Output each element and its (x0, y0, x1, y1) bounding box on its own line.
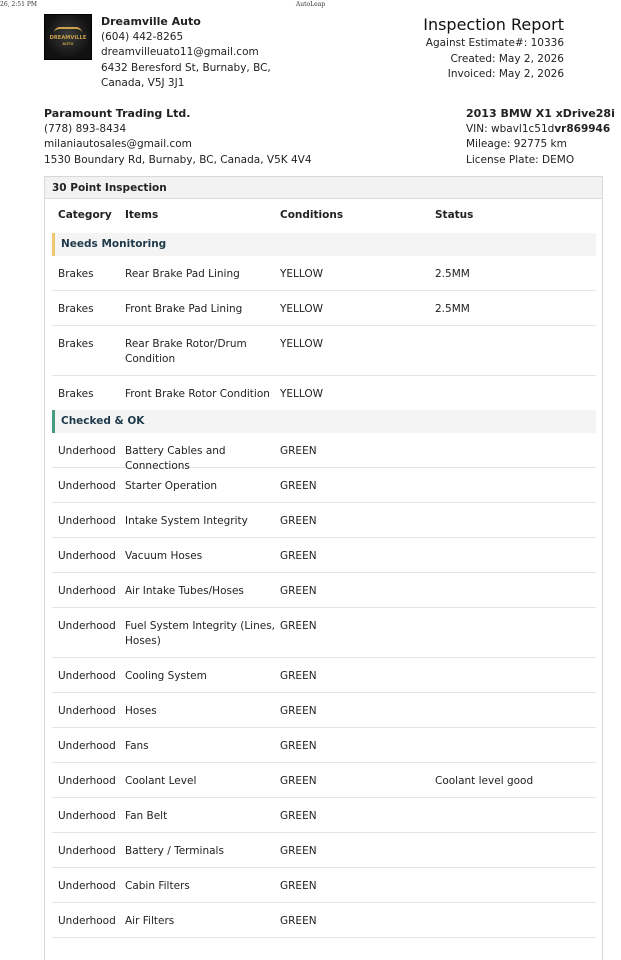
table-row (52, 798, 596, 833)
row-condition: GREEN (280, 585, 317, 597)
row-item: Fans (125, 740, 149, 752)
column-items: Items (125, 209, 159, 221)
row-item: Hoses (125, 705, 157, 717)
report-info (423, 14, 564, 83)
row-item: Cabin Filters (125, 880, 190, 892)
row-category: Underhood (58, 585, 116, 597)
row-condition: GREEN (280, 880, 317, 892)
row-condition: YELLOW (280, 303, 324, 315)
customer-phone: (778) 893-8434 (44, 122, 127, 135)
row-category: Underhood (58, 880, 116, 892)
column-status: Status (435, 209, 474, 221)
row-item: Fuel System Integrity (Lines, Hoses) (125, 620, 276, 647)
row-item: Air Intake Tubes/Hoses (125, 585, 244, 597)
row-item: Rear Brake Rotor/Drum Condition (125, 338, 247, 365)
column-category: Category (58, 209, 112, 221)
row-condition: YELLOW (280, 338, 324, 350)
row-category: Underhood (58, 670, 116, 682)
table-row (52, 326, 596, 376)
vehicle-name: 2013 BMW X1 xDrive28i (466, 107, 615, 120)
row-category: Underhood (58, 740, 116, 752)
inspection-title: 30 Point Inspection (45, 177, 602, 199)
row-category: Brakes (58, 303, 94, 315)
row-category: Underhood (58, 775, 116, 787)
table-row (52, 468, 596, 503)
row-status: 2.5MM (435, 268, 470, 280)
logo-text: DREAMVILLE (49, 35, 87, 41)
row-condition: GREEN (280, 480, 317, 492)
customer-email: milaniautosales@gmail.com (44, 138, 192, 150)
row-condition: YELLOW (280, 268, 324, 280)
vehicle-vin (466, 122, 615, 138)
section-needs-monitoring: Needs Monitoring (52, 233, 596, 256)
row-category: Underhood (58, 845, 116, 857)
row-condition: GREEN (280, 775, 317, 787)
table-row (52, 728, 596, 763)
row-condition: GREEN (280, 550, 317, 562)
row-item: Fan Belt (125, 810, 168, 822)
row-condition: GREEN (280, 810, 317, 822)
shop-address-line2: Canada, V5J 3J1 (101, 77, 185, 89)
row-condition: GREEN (280, 740, 317, 752)
created-date: Created: May 2, 2026 (450, 52, 564, 65)
invoiced-date: Invoiced: May 2, 2026 (447, 68, 564, 80)
row-condition: GREEN (280, 620, 317, 632)
shop-email: dreamvilleuato11@gmail.com (101, 46, 259, 58)
row-condition: GREEN (280, 515, 317, 527)
row-category: Underhood (58, 515, 116, 527)
table-header (58, 209, 598, 229)
print-title: AutoLeap (295, 1, 326, 8)
row-category: Brakes (58, 268, 94, 280)
row-item: Battery Cables and Connections (125, 445, 226, 472)
row-item: Intake System Integrity (125, 515, 248, 527)
section-checked-ok: Checked & OK (52, 410, 596, 433)
row-category: Underhood (58, 915, 116, 927)
customer-block (44, 106, 312, 168)
table-row (52, 376, 596, 411)
vehicle-block (466, 106, 615, 168)
table-row (52, 256, 596, 291)
row-item: Rear Brake Pad Lining (125, 268, 240, 280)
customer-name: Paramount Trading Ltd. (44, 107, 191, 120)
row-status: Coolant level good (435, 775, 534, 787)
row-category: Underhood (58, 705, 116, 717)
report-title: Inspection Report (423, 15, 564, 34)
table-row (52, 693, 596, 728)
print-header (0, 0, 621, 10)
row-status: 2.5MM (435, 303, 470, 315)
print-datetime: 26, 2:51 PM (0, 1, 38, 8)
inspection-panel (44, 176, 603, 960)
row-condition: GREEN (280, 445, 317, 457)
row-item: Vacuum Hoses (125, 550, 203, 562)
table-row (52, 763, 596, 798)
row-category: Underhood (58, 810, 116, 822)
row-category: Brakes (58, 388, 94, 400)
row-condition: GREEN (280, 845, 317, 857)
table-row (52, 903, 596, 938)
row-condition: GREEN (280, 705, 317, 717)
row-item: Cooling System (125, 670, 207, 682)
row-condition: GREEN (280, 670, 317, 682)
row-item: Air Filters (125, 915, 175, 927)
table-row (52, 538, 596, 573)
row-item: Starter Operation (125, 480, 218, 492)
row-condition: GREEN (280, 915, 317, 927)
table-row (52, 573, 596, 608)
shop-address-line1: 6432 Beresford St, Burnaby, BC, (101, 61, 271, 74)
table-row (52, 833, 596, 868)
row-item: Front Brake Rotor Condition (125, 388, 270, 400)
table-row (52, 291, 596, 326)
row-item: Coolant Level (125, 775, 197, 787)
shop-name: Dreamville Auto (101, 15, 201, 28)
row-item: Front Brake Pad Lining (125, 303, 243, 315)
vehicle-plate: License Plate: DEMO (466, 153, 575, 166)
table-row (52, 503, 596, 538)
column-conditions: Conditions (280, 209, 344, 221)
vin-suffix: vr869946 (554, 122, 611, 135)
shop-logo (44, 14, 92, 60)
shop-phone: (604) 442-8265 (101, 30, 184, 43)
vin-prefix: VIN: wbavl1c51d (466, 122, 555, 135)
table-row (52, 433, 596, 472)
table-row (52, 868, 596, 903)
customer-address: 1530 Boundary Rd, Burnaby, BC, Canada, V5K 4V4 (44, 153, 312, 166)
row-category: Brakes (58, 338, 94, 350)
logo-subtext: AUTO (62, 42, 74, 46)
row-category: Underhood (58, 480, 116, 492)
row-category: Underhood (58, 550, 116, 562)
row-category: Underhood (58, 620, 116, 632)
shop-block (44, 14, 271, 92)
row-category: Underhood (58, 445, 116, 457)
estimate-number: Against Estimate#: 10336 (425, 37, 564, 49)
vehicle-mileage: Mileage: 92775 km (466, 138, 567, 150)
row-item: Battery / Terminals (125, 845, 224, 857)
shop-info (101, 14, 271, 92)
table-row (52, 658, 596, 693)
car-logo-icon (54, 27, 82, 33)
table-row (52, 608, 596, 658)
row-condition: YELLOW (280, 388, 324, 400)
